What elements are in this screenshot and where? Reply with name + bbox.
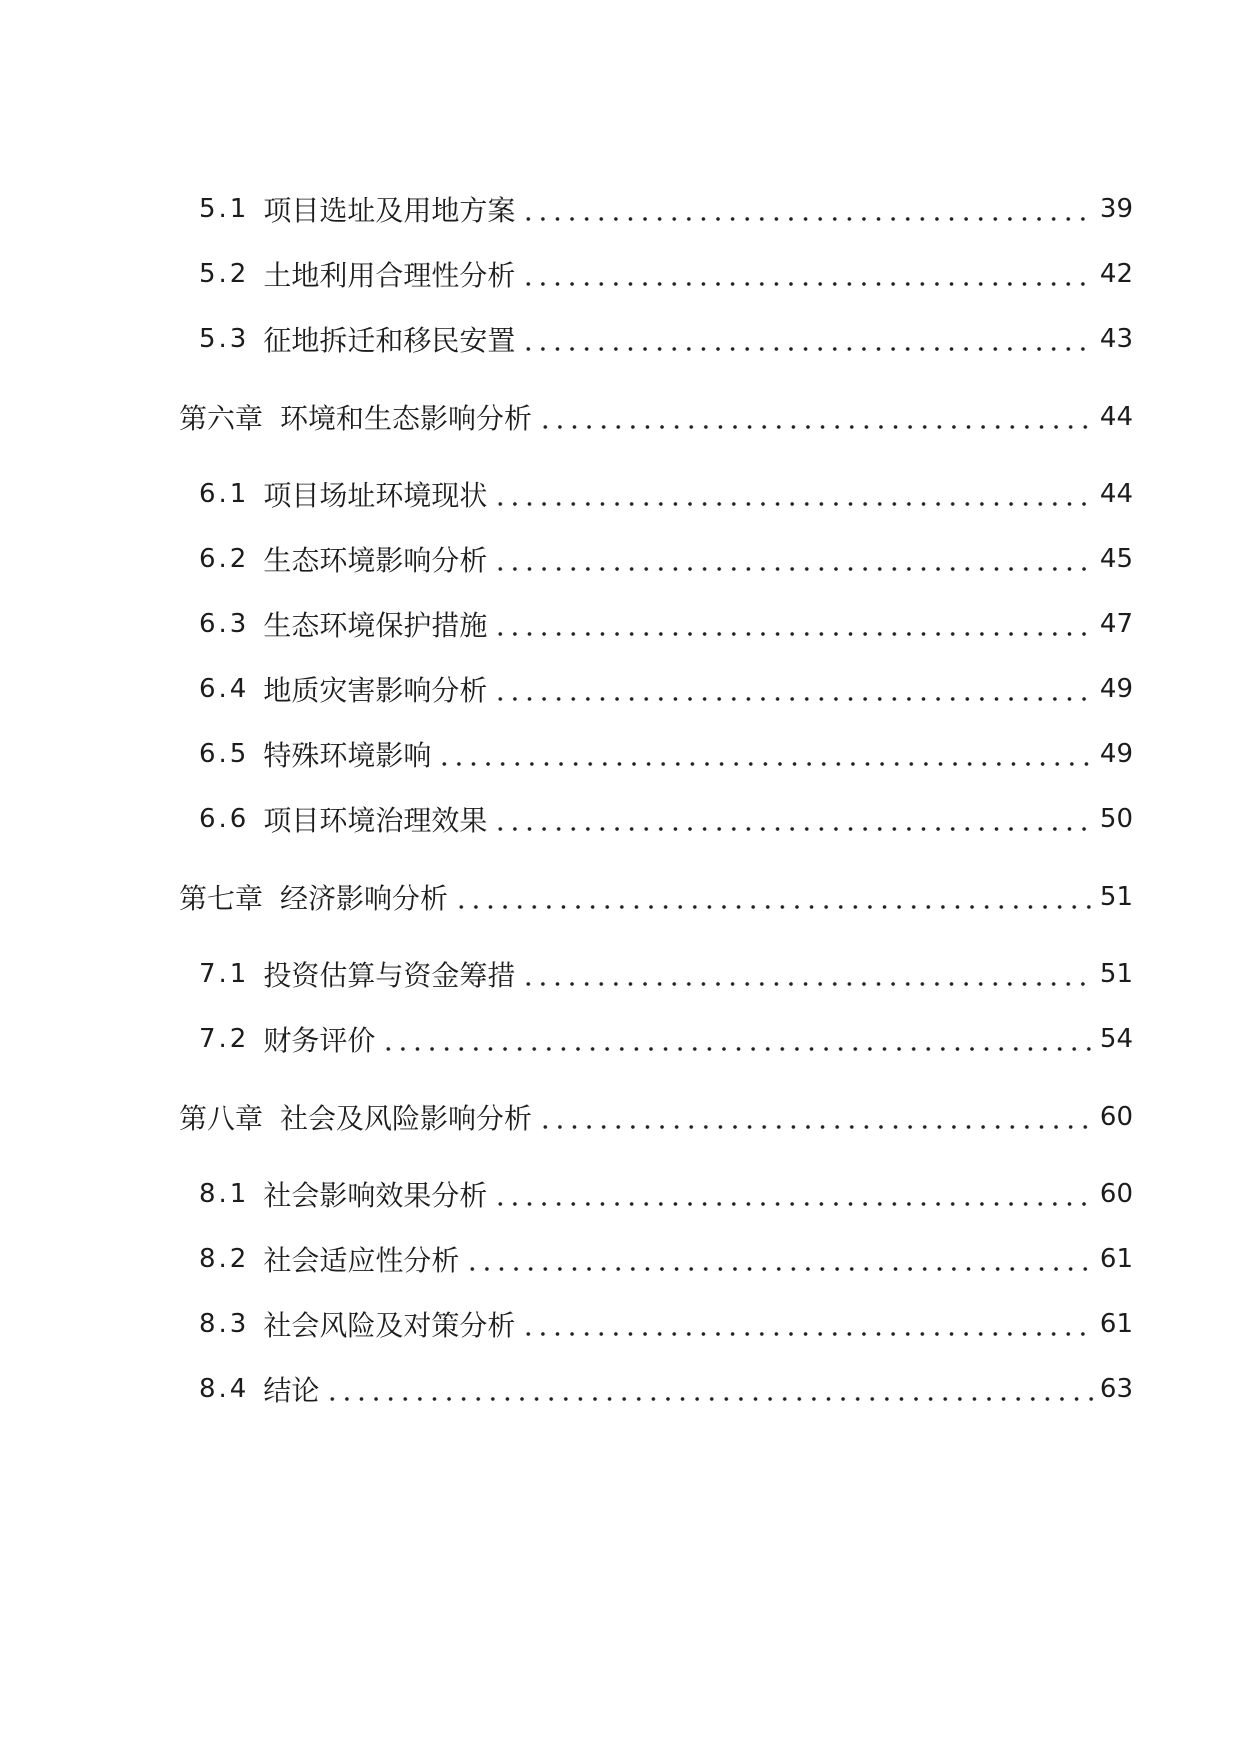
toc-entry-title: 结论 xyxy=(263,1373,320,1407)
toc-entry-number: 7.2 xyxy=(199,1023,250,1054)
toc-section-entry xyxy=(0,1161,1241,1226)
toc-section-entry xyxy=(0,1006,1241,1071)
toc-entry-page-number: 50 xyxy=(1099,803,1133,834)
toc-entry-page-number: 42 xyxy=(1099,258,1133,289)
toc-entry-title: 生态环境保护措施 xyxy=(263,608,488,642)
toc-entry-title: 地质灾害影响分析 xyxy=(263,673,488,707)
toc-entry-title: 生态环境影响分析 xyxy=(263,543,488,577)
toc-entry-number: 5.2 xyxy=(199,258,250,289)
toc-entry-page-number: 51 xyxy=(1099,958,1133,989)
toc-entry-title: 项目选址及用地方案 xyxy=(263,193,516,227)
toc-chapter-entry xyxy=(0,864,1241,929)
toc-section-entry xyxy=(0,241,1241,306)
toc-entry-number: 5.3 xyxy=(199,323,250,354)
dot-leader xyxy=(465,1226,1095,1291)
dot-leader xyxy=(521,941,1095,1006)
toc-entry-page-number: 61 xyxy=(1099,1308,1133,1339)
toc-entry-title: 投资估算与资金筹措 xyxy=(263,958,516,992)
toc-section-entry xyxy=(0,941,1241,1006)
toc-section-entry xyxy=(0,1226,1241,1291)
toc-section-entry xyxy=(0,526,1241,591)
toc-entry-number: 6.2 xyxy=(199,543,250,574)
toc-section-entry xyxy=(0,1291,1241,1356)
toc-entry-title: 项目环境治理效果 xyxy=(263,803,488,837)
dot-leader xyxy=(493,526,1095,591)
toc-entry-title: 社会适应性分析 xyxy=(263,1243,460,1277)
toc-entry-number: 8.3 xyxy=(199,1308,250,1339)
toc-section-entry xyxy=(0,721,1241,786)
toc-entry-number: 5.1 xyxy=(199,193,250,224)
dot-leader xyxy=(325,1356,1095,1421)
toc-chapter-title: 经济影响分析 xyxy=(280,881,449,915)
toc-entry-page-number: 61 xyxy=(1099,1243,1133,1274)
dot-leader xyxy=(493,786,1095,851)
dot-leader xyxy=(521,306,1095,371)
toc-section-entry xyxy=(0,786,1241,851)
toc-chapter-entry xyxy=(0,384,1241,449)
toc-entry-number: 6.6 xyxy=(199,803,250,834)
toc-entry-page-number: 43 xyxy=(1099,323,1133,354)
toc-entry-page-number: 60 xyxy=(1099,1178,1133,1209)
dot-leader xyxy=(493,656,1095,721)
toc-section-entry xyxy=(0,656,1241,721)
toc-entry-number: 6.5 xyxy=(199,738,250,769)
toc-entry-page-number: 49 xyxy=(1099,738,1133,769)
toc-section-entry xyxy=(0,176,1241,241)
toc-chapter-number: 第六章 xyxy=(179,401,264,435)
toc-entry-page-number: 39 xyxy=(1099,193,1133,224)
toc-entry-title: 社会影响效果分析 xyxy=(263,1178,488,1212)
toc-entry-page-number: 63 xyxy=(1099,1373,1133,1404)
toc-chapter-number: 第七章 xyxy=(179,881,264,915)
toc-chapter-number: 第八章 xyxy=(179,1101,264,1135)
toc-entry-title: 特殊环境影响 xyxy=(263,738,432,772)
toc-entry-number: 6.1 xyxy=(199,478,250,509)
table-of-contents xyxy=(0,176,1241,1421)
toc-entry-title: 土地利用合理性分析 xyxy=(263,258,516,292)
toc-entry-page-number: 44 xyxy=(1099,478,1133,509)
toc-entry-page-number: 60 xyxy=(1099,1101,1133,1132)
toc-entry-title: 项目场址环境现状 xyxy=(263,478,488,512)
toc-entry-page-number: 51 xyxy=(1099,881,1133,912)
dot-leader xyxy=(538,1084,1095,1149)
toc-entry-number: 8.2 xyxy=(199,1243,250,1274)
dot-leader xyxy=(521,1291,1095,1356)
toc-section-entry xyxy=(0,591,1241,656)
toc-entry-page-number: 45 xyxy=(1099,543,1133,574)
dot-leader xyxy=(437,721,1095,786)
toc-entry-page-number: 47 xyxy=(1099,608,1133,639)
toc-entry-number: 8.1 xyxy=(199,1178,250,1209)
toc-entry-title: 财务评价 xyxy=(263,1023,376,1057)
toc-entry-number: 8.4 xyxy=(199,1373,250,1404)
toc-section-entry xyxy=(0,1356,1241,1421)
toc-chapter-title: 社会及风险影响分析 xyxy=(280,1101,533,1135)
toc-entry-title: 征地拆迁和移民安置 xyxy=(263,323,516,357)
toc-entry-page-number: 49 xyxy=(1099,673,1133,704)
dot-leader xyxy=(454,864,1095,929)
toc-entry-number: 6.4 xyxy=(199,673,250,704)
toc-entry-number: 7.1 xyxy=(199,958,250,989)
dot-leader xyxy=(493,461,1095,526)
dot-leader xyxy=(521,176,1095,241)
toc-section-entry xyxy=(0,306,1241,371)
toc-chapter-title: 环境和生态影响分析 xyxy=(280,401,533,435)
toc-entry-page-number: 44 xyxy=(1099,401,1133,432)
dot-leader xyxy=(521,241,1095,306)
toc-chapter-entry xyxy=(0,1084,1241,1149)
toc-section-entry xyxy=(0,461,1241,526)
dot-leader xyxy=(493,591,1095,656)
toc-entry-title: 社会风险及对策分析 xyxy=(263,1308,516,1342)
dot-leader xyxy=(381,1006,1095,1071)
toc-entry-page-number: 54 xyxy=(1099,1023,1133,1054)
dot-leader xyxy=(493,1161,1095,1226)
toc-entry-number: 6.3 xyxy=(199,608,250,639)
dot-leader xyxy=(538,384,1095,449)
